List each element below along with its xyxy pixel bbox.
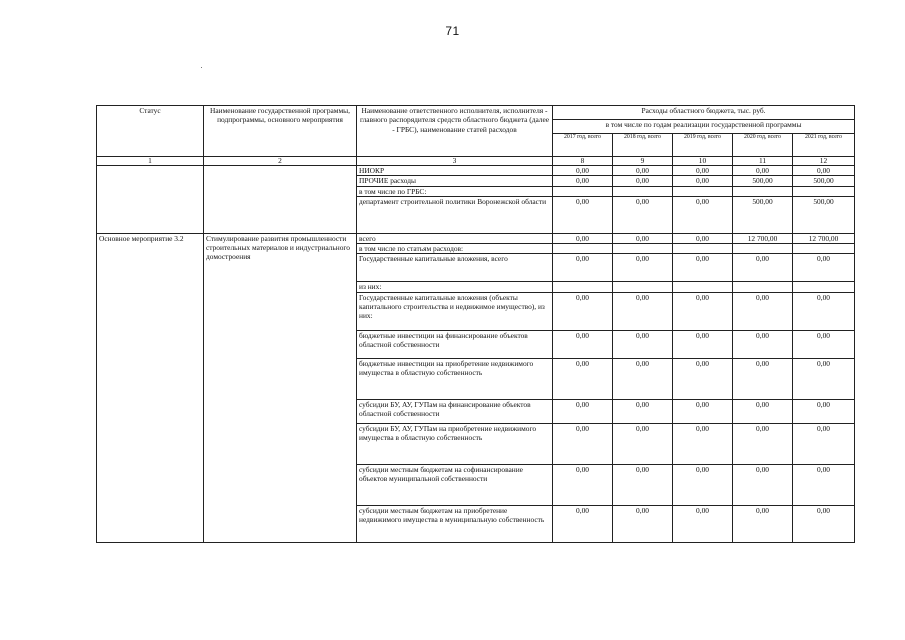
row-value: 500,00 [733, 176, 793, 186]
row-value: 0,00 [673, 196, 733, 233]
header-year-2019: 2019 год, всего [673, 134, 733, 157]
block1-status-cell [97, 166, 204, 234]
header-year-2017: 2017 год, всего [553, 134, 613, 157]
row-value: 0,00 [733, 399, 793, 423]
row-value: 0,00 [793, 358, 855, 399]
row-value: 0,00 [673, 292, 733, 330]
row-value: 0,00 [733, 423, 793, 464]
col-number: 8 [553, 157, 613, 166]
row-value [553, 186, 613, 196]
row-value: 500,00 [793, 196, 855, 233]
row-value: 0,00 [733, 464, 793, 505]
col-number: 11 [733, 157, 793, 166]
table-row [97, 166, 855, 176]
row-value: 0,00 [613, 196, 673, 233]
row-value [613, 244, 673, 254]
row-value: 0,00 [613, 464, 673, 505]
header-year-2018: 2018 год, всего [613, 134, 673, 157]
row-value: 0,00 [613, 505, 673, 542]
row-value: 0,00 [553, 292, 613, 330]
column-number-row [97, 157, 855, 166]
row-value [793, 186, 855, 196]
row-value: 0,00 [793, 330, 855, 358]
row-value: 0,00 [613, 292, 673, 330]
row-label: департамент строительной политики Воронежской области [357, 196, 553, 233]
row-value: 0,00 [673, 166, 733, 176]
page-number: 71 [445, 24, 460, 38]
row-value: 0,00 [733, 166, 793, 176]
row-label: ПРОЧИЕ расходы [357, 176, 553, 186]
row-value: 0,00 [793, 423, 855, 464]
row-label: субсидии БУ, АУ, ГУПам на приобретение недвижимого имущества в областную собственность [357, 423, 553, 464]
row-value: 0,00 [733, 505, 793, 542]
row-value: 0,00 [793, 254, 855, 282]
col-number: 9 [613, 157, 673, 166]
row-value: 0,00 [553, 464, 613, 505]
col-number: 3 [357, 157, 553, 166]
row-label: из них: [357, 282, 553, 292]
row-value: 0,00 [673, 254, 733, 282]
row-value: 0,00 [553, 505, 613, 542]
row-value: 0,00 [793, 399, 855, 423]
row-value: 0,00 [613, 254, 673, 282]
row-value: 0,00 [793, 166, 855, 176]
row-value [613, 186, 673, 196]
scan-speck [201, 67, 202, 68]
block2-name: Стимулирование развития промышленности строительных материалов и индустриального домостроения [204, 233, 357, 542]
row-value: 0,00 [673, 505, 733, 542]
row-value: 0,00 [553, 423, 613, 464]
row-value [733, 282, 793, 292]
budget-table [96, 105, 855, 543]
row-label: в том числе по статьям расходов: [357, 244, 553, 254]
row-value: 0,00 [673, 330, 733, 358]
row-value: 0,00 [673, 399, 733, 423]
row-label: бюджетные инвестиции на финансирование объектов областной собственности [357, 330, 553, 358]
row-value: 0,00 [793, 464, 855, 505]
block1-name-cell [204, 166, 357, 234]
header-year-2020: 2020 год, всего [733, 134, 793, 157]
table-row [97, 233, 855, 243]
row-value [733, 244, 793, 254]
row-value: 0,00 [673, 464, 733, 505]
row-label: Государственные капитальные вложения, всего [357, 254, 553, 282]
row-value: 0,00 [733, 292, 793, 330]
block2-status: Основное мероприятие 3.2 [97, 233, 204, 542]
row-value: 0,00 [733, 254, 793, 282]
row-value [553, 282, 613, 292]
row-value: 500,00 [733, 196, 793, 233]
row-value: 0,00 [673, 423, 733, 464]
row-value: 0,00 [673, 233, 733, 243]
row-label: бюджетные инвестиции на приобретение недвижимого имущества в областную собственность [357, 358, 553, 399]
row-value [793, 282, 855, 292]
row-value: 0,00 [793, 505, 855, 542]
header-year-2021: 2021 год, всего [793, 134, 855, 157]
row-value: 0,00 [553, 399, 613, 423]
row-value: 0,00 [733, 330, 793, 358]
row-value: 0,00 [613, 176, 673, 186]
row-label: всего [357, 233, 553, 243]
row-value: 0,00 [553, 254, 613, 282]
row-value: 12 700,00 [793, 233, 855, 243]
row-value: 0,00 [553, 196, 613, 233]
row-value: 0,00 [553, 358, 613, 399]
row-value: 0,00 [613, 166, 673, 176]
row-value [793, 244, 855, 254]
row-value: 0,00 [553, 166, 613, 176]
row-label: субсидии местным бюджетам на приобретение недвижимого имущества в муниципальную собственность [357, 505, 553, 542]
header-status: Статус [97, 106, 204, 157]
row-value: 0,00 [673, 358, 733, 399]
row-value [733, 186, 793, 196]
row-value [673, 282, 733, 292]
col-number: 12 [793, 157, 855, 166]
row-label: НИОКР [357, 166, 553, 176]
row-value [673, 244, 733, 254]
col-number: 2 [204, 157, 357, 166]
row-label: в том числе по ГРБС: [357, 186, 553, 196]
row-value: 0,00 [613, 399, 673, 423]
col-number: 1 [97, 157, 204, 166]
header-expenses: Расходы областного бюджета, тыс. руб. [553, 106, 855, 120]
row-value: 0,00 [613, 358, 673, 399]
row-value: 0,00 [613, 423, 673, 464]
row-value: 0,00 [733, 358, 793, 399]
row-label: Государственные капитальные вложения (объекты капитального строительства и недвижимое имущество), из них: [357, 292, 553, 330]
row-value: 0,00 [613, 330, 673, 358]
row-value [553, 244, 613, 254]
header-program-name: Наименование государственной программы, подпрограммы, основного мероприятия [204, 106, 357, 157]
row-value: 12 700,00 [733, 233, 793, 243]
row-value: 500,00 [793, 176, 855, 186]
row-value [673, 186, 733, 196]
col-number: 10 [673, 157, 733, 166]
header-by-years: в том числе по годам реализации государственной программы [553, 120, 855, 134]
header-executor: Наименование ответственного исполнителя, исполнителя - главного распорядителя средств областного бюджета (далее - ГРБС), наименование статей расходов [357, 106, 553, 157]
row-value: 0,00 [673, 176, 733, 186]
row-value: 0,00 [553, 176, 613, 186]
row-value [613, 282, 673, 292]
row-label: субсидии местным бюджетам на софинансирование объектов муниципальной собственности [357, 464, 553, 505]
row-value: 0,00 [613, 233, 673, 243]
row-value: 0,00 [553, 330, 613, 358]
row-value: 0,00 [553, 233, 613, 243]
row-value: 0,00 [793, 292, 855, 330]
row-label: субсидии БУ, АУ, ГУПам на финансирование объектов областной собственности [357, 399, 553, 423]
